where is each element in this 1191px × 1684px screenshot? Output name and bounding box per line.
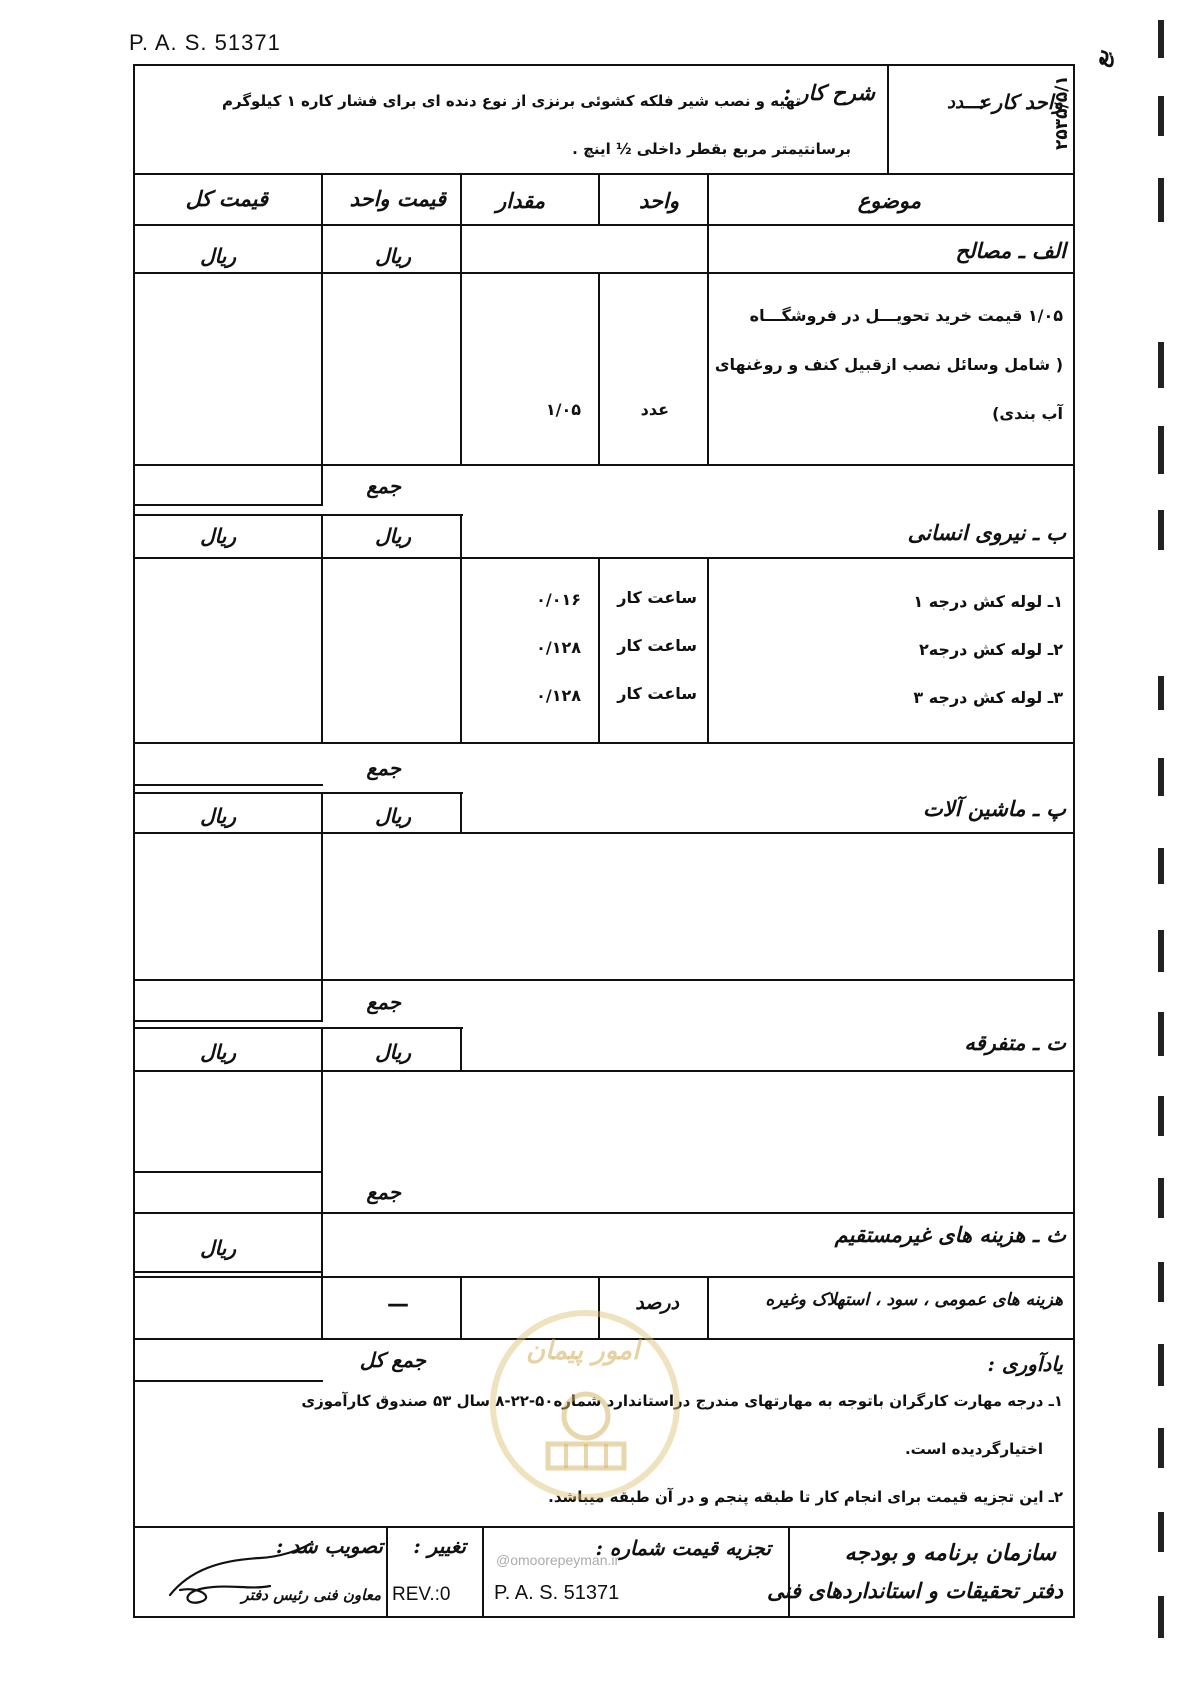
scan-mark: [1158, 96, 1164, 136]
scan-mark: [1158, 1012, 1164, 1056]
scan-mark: [1158, 848, 1164, 884]
section-a-sum-label: جمع: [366, 474, 401, 498]
note-line-2: ۲ـ این تجزیه قیمت برای انجام کار تا طبقه پنجم و در آن طبقه میباشد.: [548, 1488, 1063, 1506]
scan-mark: [1158, 510, 1164, 550]
column-subject: موضوع: [857, 188, 921, 213]
margin-signature: بع: [1087, 50, 1114, 68]
section-b-currency-total: ریال: [200, 524, 236, 548]
section-p-currency-unit: ریال: [375, 804, 411, 828]
section-b-currency-unit: ریال: [375, 524, 411, 548]
scan-mark: [1158, 1096, 1164, 1136]
unit-label: واحد کار :: [978, 90, 1063, 114]
notes-title: یادآوری :: [987, 1352, 1063, 1376]
work-description-line2: برسانتیمتر مربع بقطر داخلی ½ اینچ .: [572, 140, 851, 158]
section-sh-currency-total: ریال: [200, 1236, 236, 1260]
scan-mark: [1158, 426, 1164, 474]
change-label: تغییر :: [413, 1534, 466, 1558]
approved-label: تصویب شد :: [275, 1534, 383, 1558]
scan-mark: [1158, 1428, 1164, 1468]
scan-mark: [1158, 1262, 1164, 1302]
section-b-item-label: ۱ـ لوله کش درجه ۱: [913, 592, 1063, 611]
margin-date: ۲۵۳۵/۵/۱: [1052, 75, 1072, 150]
column-unit: واحد: [639, 188, 679, 213]
work-description-line1: تهیه و نصب شیر فلکه کشوئی برنزی از نوع دنده ای برای فشار کاره ۱ کیلوگرم: [222, 92, 801, 110]
section-t-currency-unit: ریال: [375, 1040, 411, 1064]
section-p-currency-total: ریال: [200, 804, 236, 828]
overhead-unit: درصد: [635, 1292, 679, 1314]
scan-mark: [1158, 1344, 1164, 1386]
section-b-item-qty: ۰/۱۲۸: [536, 638, 581, 657]
section-b-item-qty: ۰/۰۱۶: [536, 590, 581, 609]
scan-mark: [1158, 20, 1164, 58]
section-a-item-line1: ۱/۰۵ قیمت خرید تحویـــل در فروشگـــاه: [749, 306, 1063, 325]
section-b-item-qty: ۰/۱۲۸: [536, 686, 581, 705]
footer-org-department: دفتر تحقیقات و استانداردهای فنی: [767, 1578, 1063, 1603]
watermark-emblem: [536, 1386, 636, 1476]
approved-by-title: معاون فنی رئیس دفتر: [241, 1586, 381, 1604]
overhead-label: هزینه های عمومی ، سود ، استهلاک وغیره: [765, 1290, 1063, 1310]
section-p-title: پ ـ ماشین آلات: [922, 796, 1066, 821]
scan-mark: [1158, 758, 1164, 796]
scan-mark: [1158, 676, 1164, 710]
scan-mark: [1158, 1596, 1164, 1638]
watermark-seal: [490, 1310, 680, 1500]
scan-mark: [1158, 342, 1164, 388]
scan-mark: [1158, 930, 1164, 972]
section-a-item-line2: ( شامل وسائل نصب ازقبیل کنف و روغنهای: [714, 355, 1063, 374]
watermark-text: امور پیمان: [526, 1336, 640, 1366]
note-line-1b: اختیارگردیده است.: [904, 1440, 1043, 1458]
note-line-1: ۱ـ درجه مهارت کارگران باتوجه به مهارتهای مندرج دراستاندارد شماره۵۰-۲۲-۸ سال ۵۳ صندوق کارآموزی: [301, 1392, 1063, 1410]
section-b-item-label: ۲ـ لوله کش درجه۲: [918, 640, 1063, 659]
grand-total-label: جمع کل: [359, 1348, 426, 1372]
section-b-sum-label: جمع: [366, 756, 401, 780]
section-b-item-unit: ساعت کار: [617, 684, 697, 703]
column-quantity: مقدار: [496, 188, 545, 213]
section-t-sum-label: جمع: [366, 1180, 401, 1204]
section-b-item-unit: ساعت کار: [617, 588, 697, 607]
watermark-handle: @omoorepeyman.ir: [496, 1552, 620, 1568]
column-unit-price: قیمت واحد: [349, 186, 446, 211]
section-a-item-unit: عدد: [640, 400, 669, 419]
approval-signature: [160, 1540, 320, 1610]
scan-mark: [1158, 178, 1164, 222]
scan-mark: [1158, 1512, 1164, 1552]
unit-value: عـــدد: [946, 92, 991, 113]
footer-org-name: سازمان برنامه و بودجه: [844, 1540, 1056, 1566]
section-a-currency-unit: ریال: [375, 244, 411, 268]
section-a-currency-total: ریال: [200, 244, 236, 268]
section-b-item-unit: ساعت کار: [617, 636, 697, 655]
column-total-price: قیمت کل: [185, 186, 268, 211]
work-description-label: شرح کار :: [783, 80, 875, 105]
document-code-top: P. A. S. 51371: [129, 30, 281, 55]
section-t-currency-total: ریال: [200, 1040, 236, 1064]
scan-mark: [1158, 1178, 1164, 1218]
section-b-title: ب ـ نیروی انسانی: [907, 520, 1066, 545]
revision-number: REV.:0: [392, 1584, 451, 1605]
section-a-title: الف ـ مصالح: [955, 238, 1066, 263]
section-b-item-label: ۳ـ لوله کش درجه ۳: [913, 688, 1063, 707]
section-a-item-qty: ۱/۰۵: [545, 400, 581, 419]
analysis-number: P. A. S. 51371: [494, 1582, 620, 1604]
analysis-number-label: تجزیه قیمت شماره :: [595, 1536, 771, 1560]
section-t-title: ت ـ متفرقه: [964, 1030, 1066, 1055]
section-sh-title: ث ـ هزینه های غیرمستقیم: [834, 1222, 1066, 1247]
overhead-unit-price-dash: —: [387, 1292, 409, 1317]
section-a-item-line3: آب بندی): [992, 404, 1063, 423]
section-p-sum-label: جمع: [366, 990, 401, 1014]
